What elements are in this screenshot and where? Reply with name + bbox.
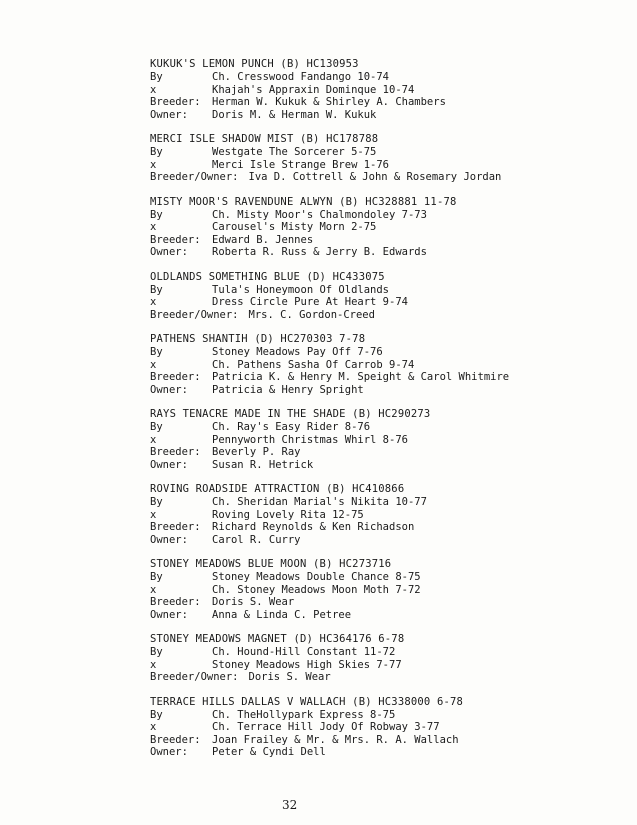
entry-row-label: By	[150, 646, 163, 658]
entry-row	[150, 146, 630, 159]
entry-row-label: Breeder:	[150, 371, 201, 383]
entry-row-value: Stoney Meadows Double Chance 8-75	[212, 571, 421, 583]
entry-title: KUKUK'S LEMON PUNCH (B) HC130953	[150, 58, 359, 70]
entry-row	[150, 246, 630, 259]
entry-row	[150, 346, 630, 359]
entry-row-label: By	[150, 208, 163, 221]
entry-row-label: Owner:	[150, 746, 188, 758]
entry-row-label: x	[150, 433, 157, 446]
entry-row-value: Ch. Ray's Easy Rider 8-76	[212, 421, 371, 433]
entry-row-value: Ch. Stoney Meadows Moon Moth 7-72	[212, 583, 421, 596]
entry-row-value: Ch. Pathens Sasha Of Carrob 9-74	[212, 358, 415, 371]
entry-title: ROVING ROADSIDE ATTRACTION (B) HC410866	[150, 483, 405, 495]
entry-row-value: Edward B. Jennes	[212, 233, 314, 246]
entry-row	[150, 96, 630, 109]
entry-row-label: Breeder/Owner:	[150, 671, 239, 683]
entry-title: MERCI ISLE SHADOW MIST (B) HC178788	[150, 133, 379, 145]
entry-row-label: x	[150, 721, 157, 733]
entry-row-value: Carol R. Curry	[212, 533, 301, 546]
entry-row-label: Owner:	[150, 108, 188, 121]
entry-row-value: Tula's Honeymoon Of Oldlands	[212, 283, 390, 296]
entry-title: PATHENS SHANTIH (D) HC270303 7-78	[150, 333, 366, 345]
entry-row	[150, 296, 630, 309]
entry-row-label: x	[150, 83, 157, 96]
entry-row-label: x	[150, 358, 157, 371]
entry-row-value: Doris M. & Herman W. Kukuk	[212, 108, 377, 121]
entry-row-value: Herman W. Kukuk & Shirley A. Chambers	[212, 96, 446, 108]
entry-row	[150, 159, 630, 172]
entry-title: STONEY MEADOWS BLUE MOON (B) HC273716	[150, 558, 392, 570]
entry-row	[150, 371, 630, 384]
dog-entry	[150, 133, 630, 184]
entry-row-value: Doris S. Wear	[248, 671, 331, 683]
entry-row-value: Iva D. Cottrell & John & Rosemary Jordan	[248, 171, 502, 183]
entry-row	[150, 709, 630, 722]
entry-row-value: Stoney Meadows Pay Off 7-76	[212, 346, 383, 358]
entry-row-label: x	[150, 296, 157, 308]
entry-row	[150, 221, 630, 234]
entry-row-value: Ch. Cresswood Fandango 10-74	[212, 71, 390, 83]
entry-row-value: Patricia & Henry Spright	[212, 383, 364, 396]
entry-row-value: Dress Circle Pure At Heart 9-74	[212, 296, 408, 308]
entry-row-label: x	[150, 158, 157, 171]
entry-row-value: Westgate The Sorcerer 5-75	[212, 146, 377, 158]
entry-row	[150, 434, 630, 447]
entry-row-value: Susan R. Hetrick	[212, 458, 314, 471]
entry-row-label: x	[150, 658, 157, 671]
entry-row-value: Ch. Terrace Hill Jody Of Robway 3-77	[212, 721, 440, 733]
entry-row	[150, 521, 630, 534]
entry-row-label: By	[150, 421, 163, 433]
entry-row-label: Breeder/Owner:	[150, 308, 239, 321]
entry-row-value: Pennyworth Christmas Whirl 8-76	[212, 433, 408, 446]
entry-list	[150, 58, 630, 771]
entry-row-label: x	[150, 508, 157, 521]
entry-row	[150, 509, 630, 522]
entry-row	[150, 446, 630, 459]
entry-row-value: Stoney Meadows High Skies 7-77	[212, 658, 402, 671]
entry-row	[150, 571, 630, 584]
entry-row	[150, 234, 630, 247]
dog-entry	[150, 483, 630, 546]
entry-title: TERRACE HILLS DALLAS V WALLACH (B) HC338000 6-78	[150, 695, 464, 708]
dog-entry	[150, 271, 630, 322]
entry-row	[150, 646, 630, 659]
entry-row	[150, 209, 630, 222]
entry-row-label: By	[150, 346, 163, 358]
entry-row-label: Breeder/Owner:	[150, 171, 239, 183]
entry-row	[150, 84, 630, 97]
entry-row-value: Ch. TheHollypark Express 8-75	[212, 708, 396, 721]
entry-row-value: Joan Frailey & Mr. & Mrs. R. A. Wallach	[212, 733, 459, 746]
entry-row-label: Breeder:	[150, 233, 201, 246]
entry-row	[150, 309, 630, 322]
entry-row	[150, 384, 630, 397]
entry-row-label: Owner:	[150, 608, 188, 621]
entry-row-label: x	[150, 221, 157, 233]
entry-row-value: Peter & Cyndi Dell	[212, 746, 326, 758]
entry-row	[150, 671, 630, 684]
entry-row-value: Ch. Hound-Hill Constant 11-72	[212, 646, 396, 658]
entry-row-label: Owner:	[150, 383, 188, 396]
entry-row-label: Owner:	[150, 246, 188, 258]
entry-row-value: Ch. Sheridan Marial's Nikita 10-77	[212, 496, 427, 508]
entry-row	[150, 359, 630, 372]
entry-row-value: Patricia K. & Henry M. Speight & Carol Whitmire	[212, 371, 510, 383]
entry-row	[150, 71, 630, 84]
entry-title: RAYS TENACRE MADE IN THE SHADE (B) HC290273	[150, 408, 431, 420]
dog-entry	[150, 196, 630, 259]
entry-row	[150, 284, 630, 297]
entry-row-value: Richard Reynolds & Ken Richadson	[212, 521, 415, 533]
entry-row	[150, 421, 630, 434]
entry-row-value: Anna & Linda C. Petree	[212, 608, 352, 621]
entry-row	[150, 746, 630, 759]
entry-row-label: Owner:	[150, 533, 188, 546]
entry-row	[150, 721, 630, 734]
dog-entry	[150, 408, 630, 471]
dog-entry	[150, 58, 630, 121]
entry-row-label: Breeder:	[150, 521, 201, 533]
entry-row-label: By	[150, 571, 163, 583]
entry-row-value: Mrs. C. Gordon-Creed	[248, 308, 375, 321]
entry-row-value: Merci Isle Strange Brew 1-76	[212, 158, 390, 171]
entry-row	[150, 459, 630, 472]
entry-row-value: Roberta R. Russ & Jerry B. Edwards	[212, 246, 427, 258]
entry-row-label: Owner:	[150, 458, 188, 471]
entry-row	[150, 734, 630, 747]
entry-row-label: x	[150, 583, 157, 596]
entry-row	[150, 609, 630, 622]
dog-entry	[150, 696, 630, 759]
entry-title: STONEY MEADOWS MAGNET (D) HC364176 6-78	[150, 633, 405, 645]
dog-entry	[150, 558, 630, 621]
page-number: 32	[282, 798, 298, 812]
entry-row	[150, 659, 630, 672]
entry-title: OLDLANDS SOMETHING BLUE (D) HC433075	[150, 270, 385, 283]
entry-row	[150, 109, 630, 122]
entry-row	[150, 534, 630, 547]
entry-row-value: Khajah's Appraxin Dominque 10-74	[212, 83, 415, 96]
entry-row-label: By	[150, 146, 163, 158]
entry-row-label: By	[150, 496, 163, 508]
entry-row-value: Carousel's Misty Morn 2-75	[212, 221, 377, 233]
dog-entry	[150, 333, 630, 396]
entry-row-label: Breeder:	[150, 596, 201, 608]
entry-row	[150, 171, 630, 184]
entry-row-label: Breeder:	[150, 96, 201, 108]
dog-entry	[150, 633, 630, 684]
entry-row-label: Breeder:	[150, 733, 201, 746]
entry-row-value: Beverly P. Ray	[212, 446, 301, 458]
entry-row	[150, 596, 630, 609]
entry-title: MISTY MOOR'S RAVENDUNE ALWYN (B) HC328881 11-78	[150, 195, 457, 208]
entry-row-value: Ch. Misty Moor's Chalmondoley 7-73	[212, 208, 427, 221]
entry-row-label: By	[150, 283, 163, 296]
entry-row-value: Roving Lovely Rita 12-75	[212, 508, 364, 521]
entry-row-value: Doris S. Wear	[212, 596, 295, 608]
entry-row-label: Breeder:	[150, 446, 201, 458]
entry-row	[150, 496, 630, 509]
entry-row	[150, 584, 630, 597]
entry-row-label: By	[150, 708, 163, 721]
entry-row-label: By	[150, 71, 163, 83]
